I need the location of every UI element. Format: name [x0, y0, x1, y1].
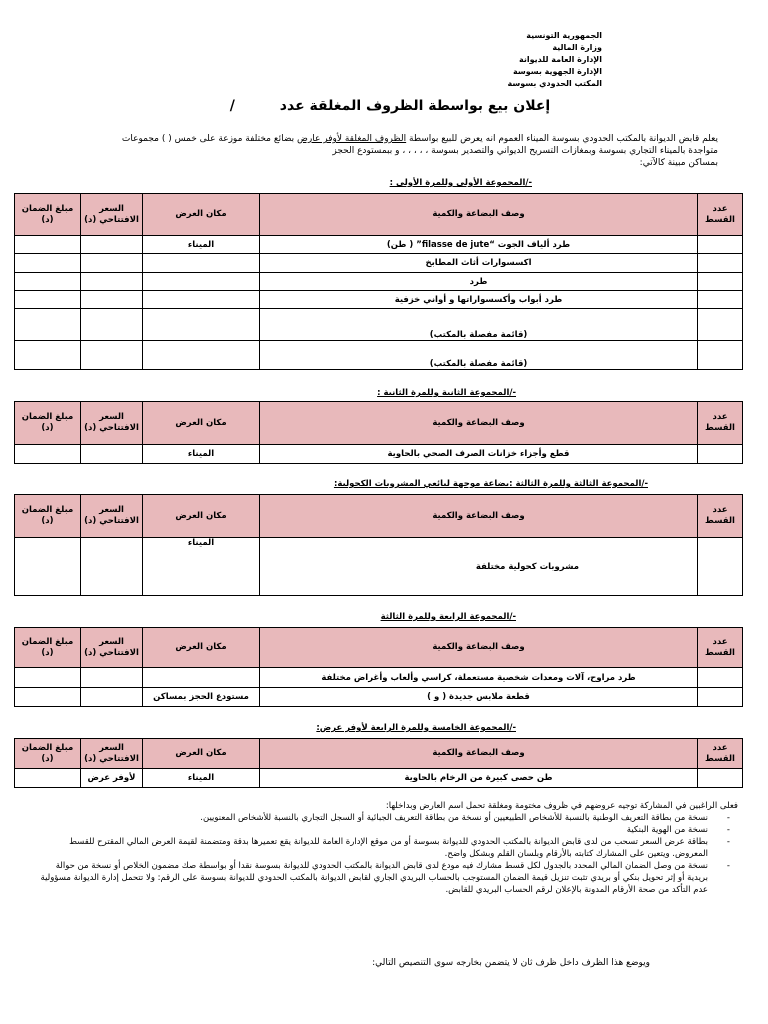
- lot-table-5: [14, 738, 743, 788]
- intro-line2: متواجدة بالميناء التجاري بسوسة وبمغازات التسريح الديواني والتصدير بسوسة ، ، ، ، ، و ببمستودع الحجز: [332, 146, 718, 156]
- col-guarantee: مبلغ الضمان (د): [15, 739, 81, 769]
- item-place: [143, 668, 260, 688]
- section-title-3: -/المجموعة الثالثة وللمرة الثالثة :بضاعة موجهة لبائعي المشروبات الكحولية:: [333, 479, 648, 489]
- intro-line1-c: بضائع مختلفة موزعة على خمس ( ) مجموعات: [121, 134, 295, 144]
- letterhead-line: الإدارة العامة للديوانة: [518, 55, 602, 64]
- list-item: - نسخة من الهوية البنكية: [38, 824, 708, 836]
- table-row: [15, 236, 743, 254]
- item-place: الميناء: [143, 538, 260, 596]
- table-row: [15, 688, 743, 707]
- col-place: مكان العرض: [143, 739, 260, 769]
- item-start-price: لأوفر عرض: [81, 769, 143, 788]
- lot-table-4: [14, 627, 743, 707]
- item-description: قطعة ملابس جديدة ( و ): [260, 688, 698, 707]
- table-row: [15, 273, 743, 291]
- table-row: [15, 445, 743, 464]
- table-row: [15, 291, 743, 309]
- table-row: [15, 538, 743, 596]
- item-description: اكسسوارات أثاث المطابخ: [260, 254, 698, 273]
- section-title-1: -/المجموعة الأولى وللمرة الأولى :: [389, 178, 532, 188]
- item-description: مشروبات كحولية مختلفة: [260, 538, 698, 596]
- col-guarantee: مبلغ الضمان (د): [15, 194, 81, 236]
- col-lot-no: عدد القسط: [698, 495, 743, 538]
- col-description: وصف البضاعة والكمية: [260, 628, 698, 668]
- item-place: مستودع الحجز بمساكن: [143, 688, 260, 707]
- letterhead-line: الإدارة الجهوية بسوسة: [513, 67, 602, 76]
- item-place: [143, 291, 260, 309]
- col-description: وصف البضاعة والكمية: [260, 739, 698, 769]
- list-item: - نسخة من بطاقة التعريف الوطنية بالنسبة للأشخاص الطبيعيين أو نسخة من بطاقة التعريف الجبائية أو السجل التجاري بالنسبة للأشخاص المعنويين.: [38, 812, 708, 824]
- lot-table-3: [14, 494, 743, 596]
- col-description: وصف البضاعة والكمية: [260, 495, 698, 538]
- table-row: [15, 769, 743, 788]
- section-title-4: -/المجموعة الرابعة وللمرة الثالثة: [380, 612, 516, 622]
- col-lot-no: عدد القسط: [698, 194, 743, 236]
- col-start-price: السعر الافتتاحي (د): [81, 495, 143, 538]
- item-place: الميناء: [143, 445, 260, 464]
- title-slash: /: [229, 98, 235, 114]
- list-item: - بطاقة عرض السعر تسحب من لدى قابض الديوانة بالمكتب الحدودي للديوانة بسوسة أو من موقع الإدارة العامة للديوانة يقع تعميرها بدقة ومتضمنة لقيمة العرض المالي المقترح للقسط المعروض. ويتعين على المشارك كتابته بالأرقام وبلسان القلم وبشكل واضح.: [38, 836, 708, 860]
- col-place: مكان العرض: [143, 628, 260, 668]
- item-description: طرد مراوح، آلات ومعدات شخصية مستعملة، كراسي وألعاب وأغراض مختلفة: [260, 668, 698, 688]
- table-row: [15, 254, 743, 273]
- item-place: [143, 254, 260, 273]
- col-place: مكان العرض: [143, 495, 260, 538]
- instructions-intro: فعلى الراغبين في المشاركة توجيه عروضهم في ظروف مختومة ومغلقة تحمل اسم العارض وبداخلها:: [385, 801, 738, 811]
- document-title: [0, 98, 768, 114]
- item-place: الميناء: [143, 236, 260, 254]
- item-description: طرد: [260, 273, 698, 291]
- section-title-2: -/المجموعة الثانية وللمرة الثانية :: [377, 388, 516, 398]
- col-start-price: السعر الافتتاحي (د): [81, 194, 143, 236]
- list-item: - نسخة من وصل الضمان المالي المحدد بالجدول لكل قسط مشارك فيه مودع لدى قابض الديوانة بالمكتب الحدودي للديوانة بسوسة نقدا أو بواسطة صك مضمون الخلاص أو نسخة من حوالة بريدية أو إثر تحويل بنكي أو بريدي تثبت تنزيل قيمة الضمان المستوجب بالحساب البريدي الجاري لقابض الديوانة بالمكتب الحدودي للديوانة بسوسة على الرقم: ولا تتحمل إدارة الديوانة مسؤولية عدم التأكد من صحة الأرقام المدونة بالإعلان لرقم الحساب البريدي للقابض.: [38, 860, 708, 896]
- col-lot-no: عدد القسط: [698, 402, 743, 445]
- letterhead-line: الجمهورية التونسية: [526, 31, 602, 40]
- col-lot-no: عدد القسط: [698, 628, 743, 668]
- col-start-price: السعر الافتتاحي (د): [81, 402, 143, 445]
- table-row: [15, 341, 743, 370]
- letterhead-line: وزارة المالية: [552, 43, 602, 52]
- title-text: إعلان بيع بواسطة الظروف المغلقة عدد: [279, 98, 551, 114]
- item-description: (قائمة مفصلة بالمكتب): [260, 341, 698, 370]
- item-place: [143, 273, 260, 291]
- section-title-5: -/المجموعة الخامسة وللمرة الرابعة لأوفر عرض:: [316, 723, 516, 733]
- col-description: وصف البضاعة والكمية: [260, 402, 698, 445]
- col-guarantee: مبلغ الضمان (د): [15, 495, 81, 538]
- envelope-note: ويوضع هذا الظرف داخل ظرف ثان لا يتضمن بخارجه سوى التنصيص التالي:: [372, 958, 650, 968]
- col-guarantee: مبلغ الضمان (د): [15, 402, 81, 445]
- submission-instructions: [38, 800, 738, 896]
- col-guarantee: مبلغ الضمان (د): [15, 628, 81, 668]
- item-description: طرد أبواب وأكسسواراتها و أواني خزفية: [260, 291, 698, 309]
- intro-paragraph: [18, 133, 718, 169]
- col-start-price: السعر الافتتاحي (د): [81, 739, 143, 769]
- item-description: قطع وأجزاء خزانات الصرف الصحي بالحاوية: [260, 445, 698, 464]
- letterhead: [402, 30, 602, 90]
- table-row: [15, 309, 743, 341]
- item-description: طن حصى كبيرة من الرخام بالحاوية: [260, 769, 698, 788]
- letterhead-line: المكتب الحدودي بسوسة: [507, 79, 602, 88]
- intro-line1-a: يعلم قابض الديوانة بالمكتب الحدودي بسوسة الميناء العموم انه يعرض للبيع بواسطة: [409, 134, 718, 144]
- item-place: [143, 309, 260, 341]
- col-place: مكان العرض: [143, 194, 260, 236]
- lot-table-1: [14, 193, 743, 370]
- item-place: [143, 341, 260, 370]
- col-description: وصف البضاعة والكمية: [260, 194, 698, 236]
- col-start-price: السعر الافتتاحي (د): [81, 628, 143, 668]
- col-place: مكان العرض: [143, 402, 260, 445]
- intro-line3: بمساكن مبينة كالآتي:: [639, 158, 718, 168]
- col-lot-no: عدد القسط: [698, 739, 743, 769]
- lot-table-2: [14, 401, 743, 464]
- intro-line1-b: الظروف المغلقة لأوفر عارض: [297, 134, 407, 144]
- requirements-list: [38, 812, 738, 896]
- item-description: (قائمة مفصلة بالمكتب): [260, 309, 698, 341]
- item-description: طرد ألياف الجوت “filasse de jute” ( طن): [260, 236, 698, 254]
- table-row: [15, 668, 743, 688]
- item-place: الميناء: [143, 769, 260, 788]
